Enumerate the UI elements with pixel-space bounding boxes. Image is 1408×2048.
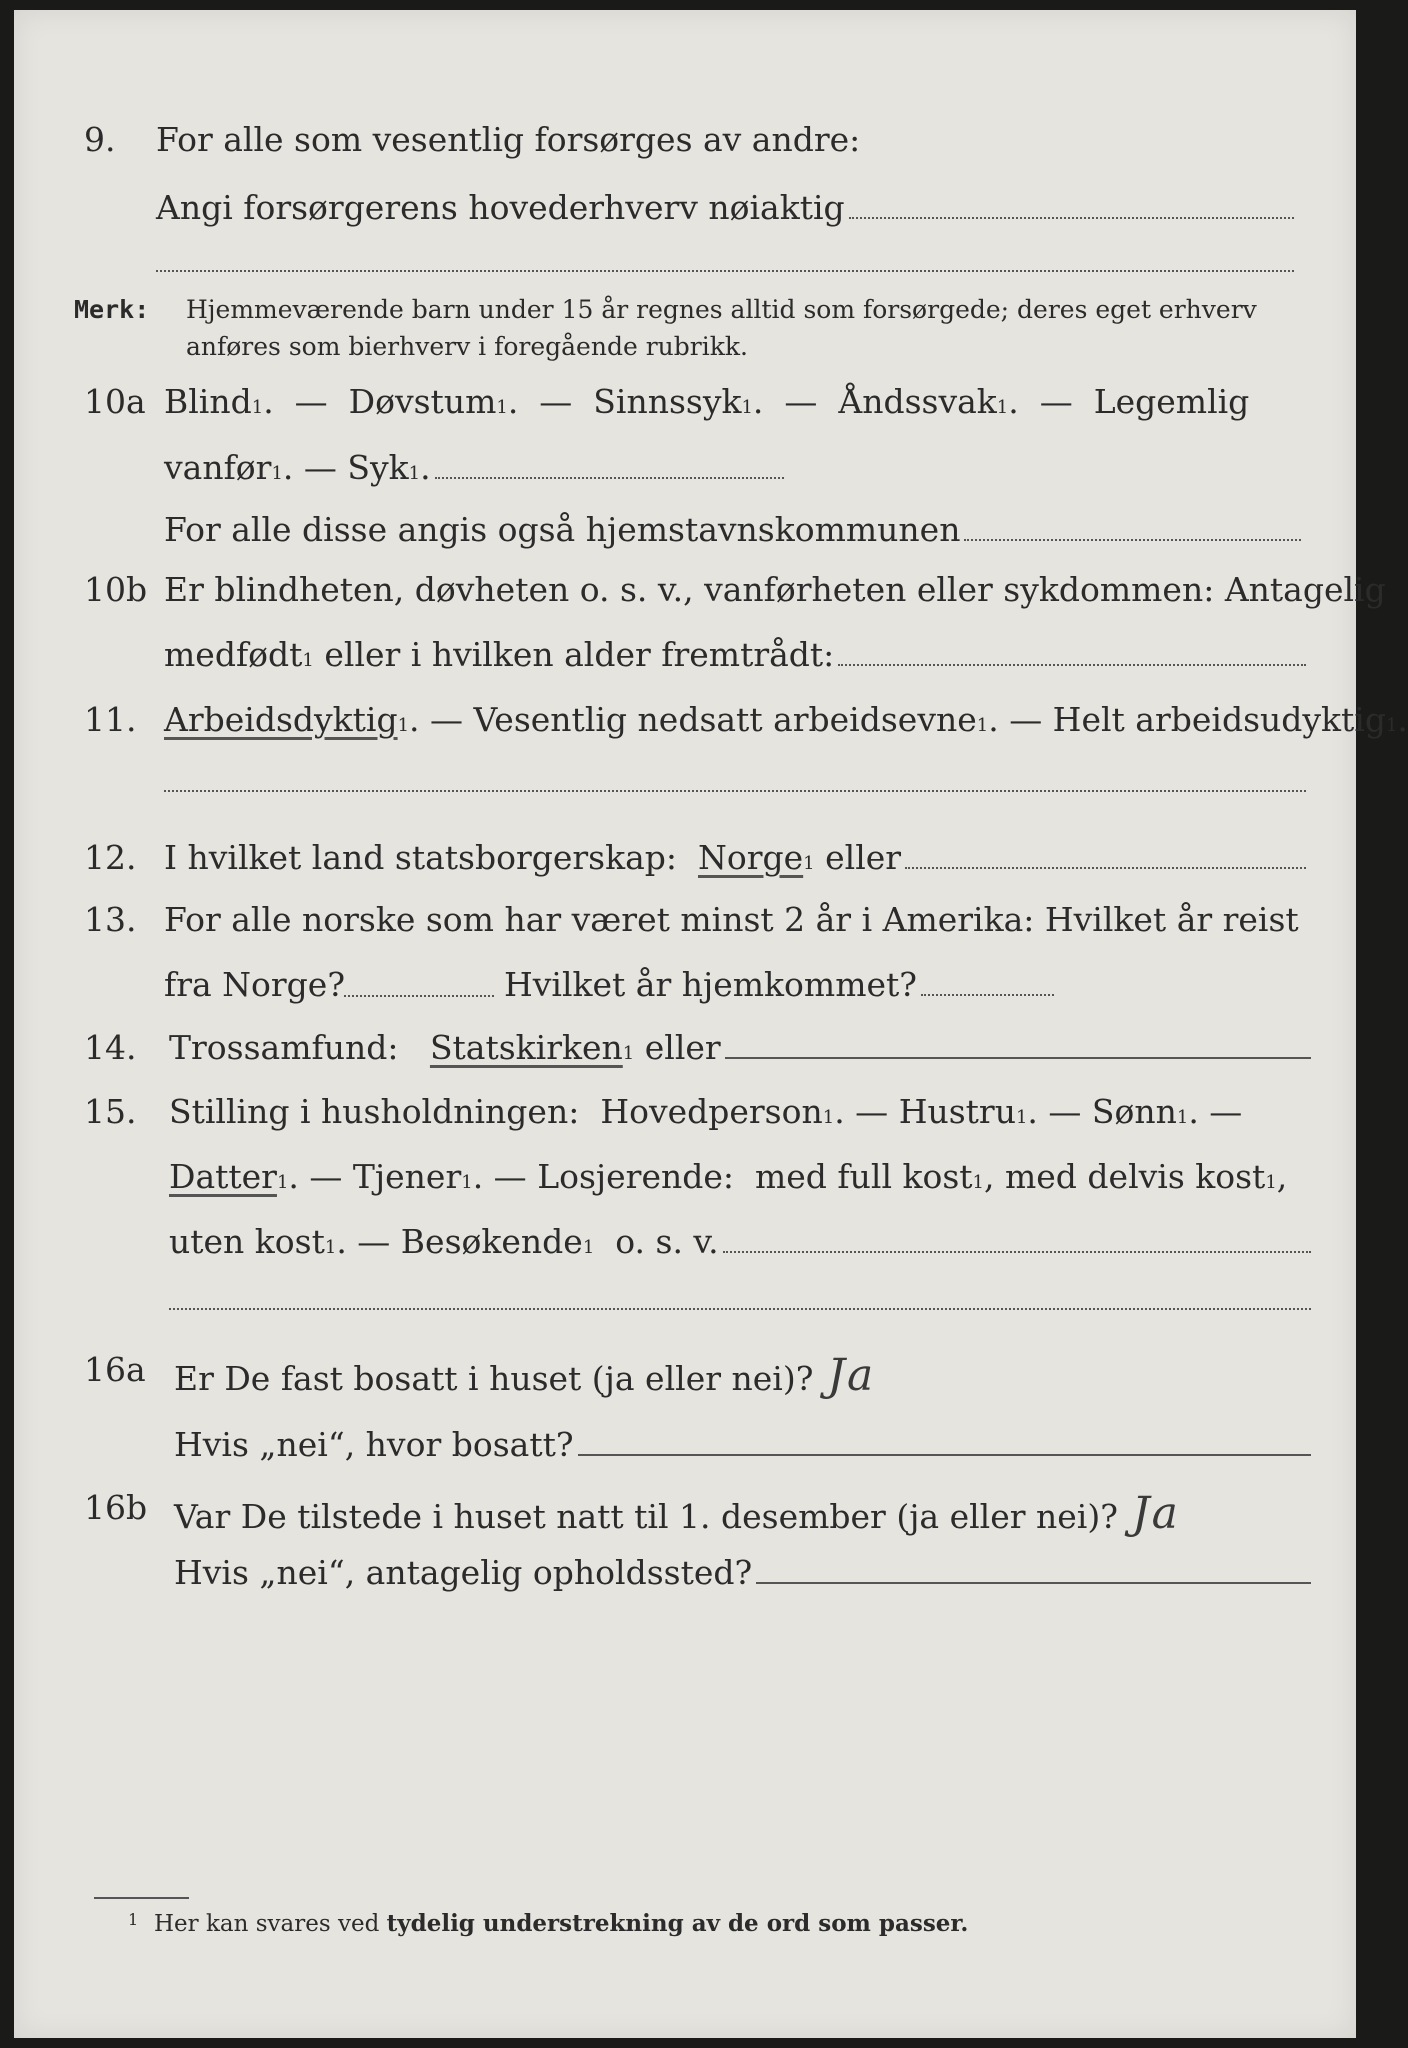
q13-fra-norge: fra Norge? (164, 965, 346, 1004)
q14-eller: eller (644, 1028, 721, 1067)
q14-statskirken: Statskirken (429, 1028, 623, 1067)
q15-answer-field[interactable] (723, 1251, 1311, 1253)
q10a-sinnssyk: Sinnssyk (593, 382, 742, 421)
q15-answer-field-2[interactable] (169, 1308, 1311, 1310)
q11-vesentlig: — Vesentlig nedsatt arbeidsevne (430, 700, 977, 739)
q13-hjemkommet-field[interactable] (921, 994, 1054, 996)
q10a-vanfor: vanfør (164, 448, 272, 487)
q16a-number: 16a (84, 1350, 146, 1389)
q10b-answer-field[interactable] (838, 664, 1306, 666)
q10a-blind: Blind (164, 382, 252, 421)
footnote (128, 1910, 969, 1937)
q15-text1: Stilling i husholdningen: (169, 1092, 580, 1131)
footnote-text-b: tydelig understrekning av de ord som passer. (386, 1910, 969, 1937)
q12-answer-field[interactable] (905, 867, 1306, 869)
q10a-text3: For alle disse angis også hjemstavnskommunen (164, 510, 961, 549)
merk-label: Merk: (74, 295, 150, 324)
q15-hustru: Hustru (898, 1092, 1016, 1131)
q13-text1: For alle norske som har været minst 2 år i Amerika: Hvilket år reist (164, 900, 1299, 939)
q10b-text2: eller i hvilken alder fremtrådt: (324, 635, 835, 674)
q16a-text2: Hvis „nei“, hvor bosatt? (174, 1425, 574, 1464)
q16a-answer[interactable]: Ja (827, 1350, 876, 1401)
q15-full-kost: med full kost (754, 1157, 973, 1196)
footnote-text-a: Her kan svares ved (154, 1911, 380, 1937)
q14-text: Trossamfund: (169, 1028, 399, 1067)
q10a-hjemstavn-field[interactable] (964, 539, 1301, 541)
q15-uten-kost: uten kost (169, 1222, 325, 1261)
q10a-syk: Syk (347, 448, 409, 487)
q12-number: 12. (84, 838, 137, 877)
q13-hjemkommet: Hvilket år hjemkommet? (504, 965, 917, 1004)
merk-text1: Hjemmeværende barn under 15 år regnes alltid som forsørgede; deres eget erhverv (186, 295, 1257, 324)
footnote-rule (94, 1897, 189, 1899)
q15-datter: Datter (169, 1157, 277, 1196)
census-form-page: 9. For alle som vesentlig forsørges av andre: Angi forsørgerens hovederhverv nøiaktig Merk: Hjemmeværende barn under 15 år regnes alltid som forsørgede; deres eget erhverv anføres som bierhverv i foregående rubrikk. 10a Blind 1 . — Døvstum 1 . — Sinnssyk 1 . — Åndssvak 1 . — Legemlig vanfør 1 . — Syk 1 . For alle disse angis også hjemstavnskommunen 10b Er blindheten, døvheten o. s. v., vanførheten eller sykdommen: Antagelig medfødt 1 eller i hvilken alder fremtrådt: 11. Arbeidsdyktig 1 . — Vesentlig nedsatt arbeidsevne 1 . — Helt arbeidsudyktig 1 . 12. I hvilket land statsborgerskap: Norge 1 eller 13. For alle norske som har været minst 2 år i Amerika: Hvilket år reist fra Norge? Hvilket år hjemkommet? 14. Trossamfund: Statskirken 1 eller 15. Stilling i husholdningen: Hovedperson 1 . — Hustru 1 . — Sønn 1 . — Datter 1 . — Tjener 1 . — Losjerende: med full kost 1 , med delvis kost 1 , uten kost 1 . — Besøkende 1 o. s. v. 16a Er De fast bosatt i huset (ja eller nei)? Ja Hvis „nei“, hvor bosatt? 16b Var De tilstede i huset natt til 1. desember (ja eller nei)? Ja Hvis „nei“, antagelig opholdssted? 1 Her kan svares ved tydelig understrekning av de ord som passer. (14, 10, 1356, 2038)
q12-norge: Norge (698, 838, 804, 877)
q10a-number: 10a (84, 382, 146, 421)
footnote-number: 1 (128, 1910, 139, 1929)
q14-answer-field[interactable] (725, 1057, 1311, 1059)
q15-hovedperson: Hovedperson (600, 1092, 823, 1131)
q16b-answer[interactable]: Ja (1131, 1488, 1180, 1539)
q13-number: 13. (84, 900, 137, 939)
q16a-bosatt-field[interactable] (578, 1454, 1311, 1456)
q15-besokende: Besøkende (400, 1222, 583, 1261)
q11-arbeidsdyktig: Arbeidsdyktig (164, 700, 398, 739)
merk-text2: anføres som bierhverv i foregående rubrikk. (186, 332, 748, 361)
q9-text1: For alle som vesentlig forsørges av andre: (156, 120, 861, 159)
q15-tjener: Tjener (352, 1157, 462, 1196)
q12-eller: eller (825, 838, 902, 877)
q10a-andssvak: Åndssvak (838, 382, 997, 421)
q9-answer-field-2[interactable] (156, 270, 1294, 272)
q15-osv: o. s. v. (615, 1222, 719, 1261)
q10b-medfodt: medfødt (164, 635, 303, 674)
q16b-number: 16b (84, 1488, 148, 1527)
q9-answer-field[interactable] (849, 217, 1294, 219)
q10b-number: 10b (84, 570, 148, 609)
q15-number: 15. (84, 1092, 137, 1131)
q15-losjerende: Losjerende: (537, 1157, 734, 1196)
q15-delvis-kost: med delvis kost (1004, 1157, 1266, 1196)
q12-text: I hvilket land statsborgerskap: (164, 838, 678, 877)
q11-answer-field[interactable] (164, 790, 1306, 792)
q10a-dovstum: Døvstum (348, 382, 497, 421)
q14-number: 14. (84, 1028, 137, 1067)
q10a-legemlig: Legemlig (1093, 382, 1250, 421)
q11-number: 11. (84, 700, 137, 739)
q15-sonn: Sønn (1091, 1092, 1177, 1131)
q11-helt: — Helt arbeidsudyktig (1009, 700, 1386, 739)
q16b-opholdssted-field[interactable] (756, 1582, 1311, 1584)
q13-reist-field[interactable] (344, 995, 494, 997)
q16a-text1: Er De fast bosatt i huset (ja eller nei)? (174, 1359, 814, 1398)
q10b-text1: Er blindheten, døvheten o. s. v., vanførheten eller sykdommen: Antagelig (164, 570, 1386, 609)
q9-number: 9. (84, 120, 116, 159)
q9-text2: Angi forsørgerens hovederhverv nøiaktig (156, 188, 845, 227)
q16b-text1: Var De tilstede i huset natt til 1. desember (ja eller nei)? (174, 1497, 1118, 1536)
q10a-answer-field[interactable] (435, 477, 784, 479)
q16b-text2: Hvis „nei“, antagelig opholdssted? (174, 1553, 753, 1592)
